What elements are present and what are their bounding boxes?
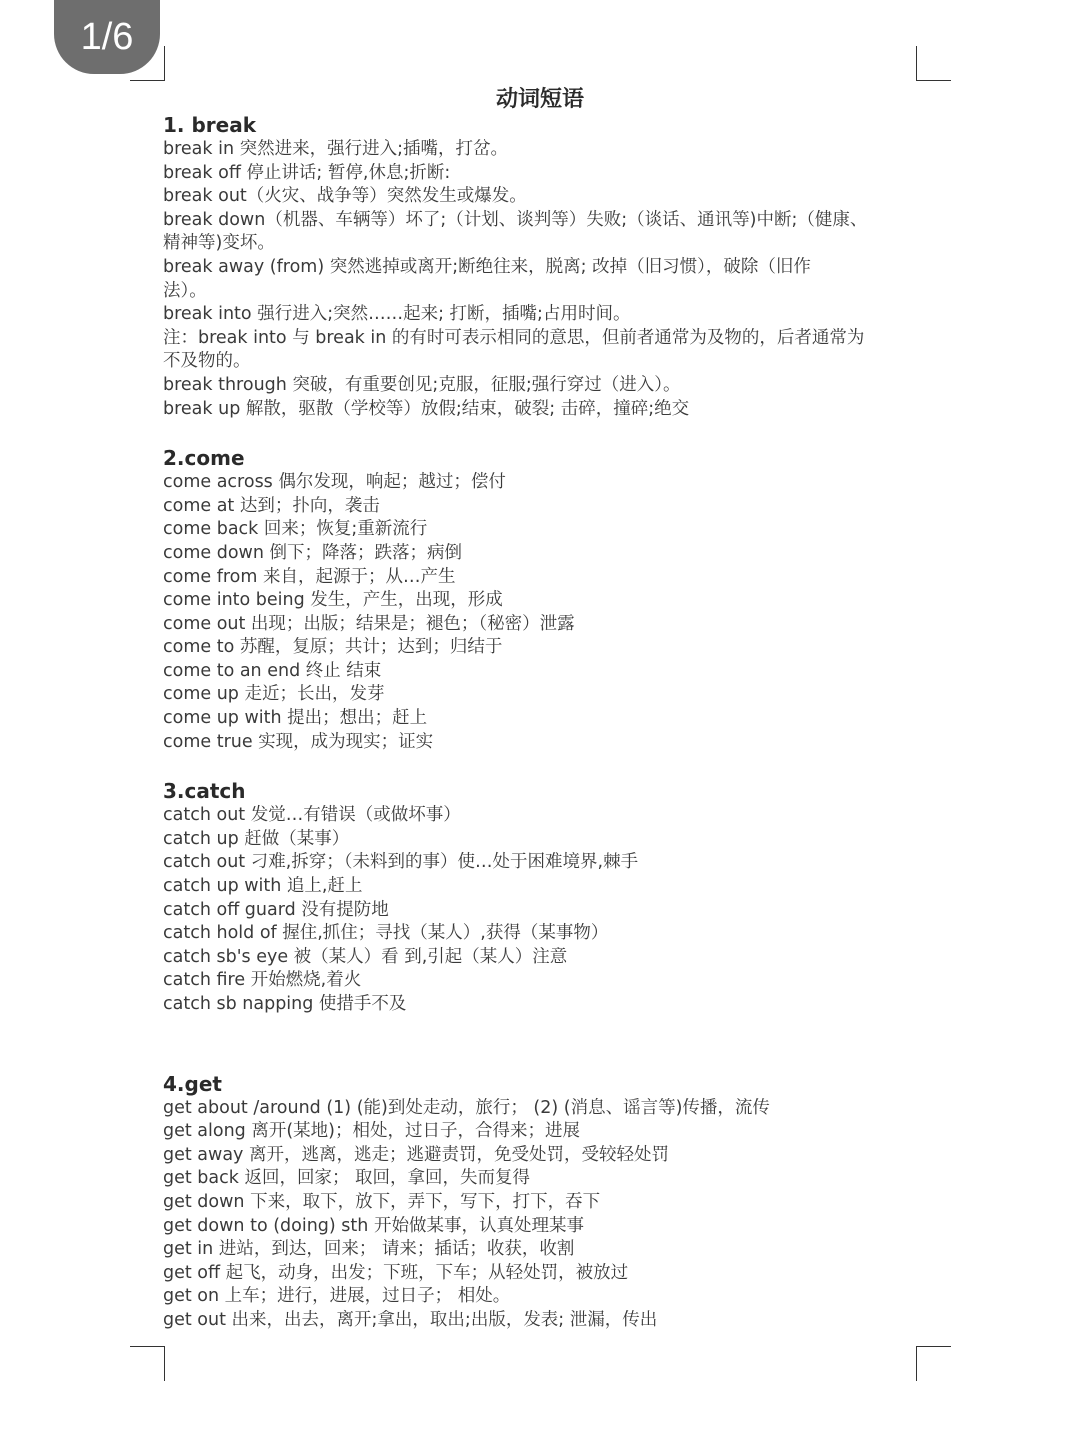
phrase-line: catch up 赶做（某事） [163,828,350,849]
phrase-line: break up 解散，驱散（学校等）放假;结束，破裂; 击碎，撞碎;绝交 [163,398,690,419]
phrase-line: get out 出来，出去，离开;拿出，取出;出版，发表; 泄漏，传出 [163,1309,658,1330]
phrase-line: 不及物的。 [163,351,251,372]
phrase-line: break through 突破，有重要创见;克服，征服;强行穿过（进入）。 [163,374,681,395]
page-counter-badge: 1/6 [54,0,160,74]
phrase-line: come to an end 终止 结束 [163,660,382,681]
phrase-line: get about /around (1) (能)到处走动，旅行； (2) (消息、谣言等)传播，流传 [163,1097,770,1118]
phrase-line: get down 下来，取下，放下，弄下，写下，打下，吞下 [163,1191,601,1212]
phrase-line: break out（火灾、战争等）突然发生或爆发。 [163,186,527,207]
phrase-line: get in 进站，到达，回来； 请来；插话；收获，收割 [163,1239,575,1260]
phrase-line: come to 苏醒，复原；共计；达到；归结于 [163,637,503,658]
phrase-line: catch hold of 握住,抓住；寻找（某人）,获得（某事物） [163,923,609,944]
phrase-line: catch out 发觉…有错误（或做坏事） [163,805,461,826]
phrase-line: get along 离开(某地)；相处，过日子，合得来；进展 [163,1121,581,1142]
section-title: 1. break [163,113,257,137]
phrase-line: break into 强行进入;突然……起来; 打断，插嘴;占用时间。 [163,304,631,325]
phrase-line: come out 出现；出版；结果是；褪色；（秘密）泄露 [163,613,575,634]
crop-mark-bottom-right [916,1346,951,1381]
crop-mark-top-right [916,46,951,81]
phrase-line: catch up with 追上,赶上 [163,876,363,897]
phrase-line: come back 回来；恢复;重新流行 [163,519,428,540]
section-title: 4.get [163,1071,222,1096]
phrase-line: catch sb's eye 被（某人）看 到,引起（某人）注意 [163,946,568,967]
phrase-line: break in 突然进来，强行进入;插嘴，打岔。 [163,139,509,159]
phrase-line: come true 实现，成为现实；证实 [163,731,434,752]
phrase-line: catch off guard 没有提防地 [163,899,389,920]
section-break [163,112,923,421]
section-catch [163,778,923,1016]
phrase-line: get on 上车；进行，进展，过日子； 相处。 [163,1286,511,1307]
phrase-line: break down（机器、车辆等）坏了;（计划、谈判等）失败;（谈话、通讯等)中断;（健康、 [163,209,868,230]
document-title: 动词短语 [495,87,584,112]
phrase-line: come across 偶尔发现，响起；越过；偿付 [163,472,506,493]
phrase-line: catch sb napping 使措手不及 [163,994,407,1014]
phrase-line: come up with 提出；想出；赶上 [163,708,428,729]
document-body [163,112,923,1333]
phrase-line: 精神等)变坏。 [163,233,275,254]
phrase-line: get back 返回，回家； 取回，拿回，失而复得 [163,1168,531,1189]
phrase-line: catch out 刁难,拆穿；（未料到的事）使…处于困难境界,棘手 [163,852,639,873]
phrase-line: break off 停止讲话; 暂停,休息;折断: [163,162,451,183]
phrase-line: 注：break into 与 break in 的有时可表示相同的意思，但前者通常为及物的，后者通常为 [163,327,865,348]
section-title: 2.come [163,446,245,471]
phrase-line: break away (from) 突然逃掉或离开;断绝往来，脱离; 改掉（旧习惯），破除（旧作 [163,256,811,277]
phrase-line: get down to (doing) sth 开始做某事，认真处理某事 [163,1215,584,1236]
section-come [163,445,923,754]
phrase-line: come into being 发生，产生，出现，形成 [163,590,503,611]
phrase-line: 法）。 [163,280,207,301]
phrase-line: catch fire 开始燃烧,着火 [163,970,362,991]
phrase-line: come from 来自，起源于；从…产生 [163,566,456,587]
crop-mark-top-left [130,46,165,81]
section-get [163,1071,923,1333]
section-title: 3.catch [163,779,246,804]
phrase-line: get off 起飞，动身，出发；下班，下车；从轻处罚，被放过 [163,1262,629,1283]
phrase-line: get away 离开，逃离，逃走；逃避责罚，免受处罚，受较轻处罚 [163,1144,669,1165]
phrase-line: come down 倒下；降落；跌落；病倒 [163,542,462,563]
crop-mark-bottom-left [130,1346,165,1381]
phrase-line: come at 达到；扑向，袭击 [163,495,380,516]
phrase-line: come up 走近；长出，发芽 [163,684,385,705]
